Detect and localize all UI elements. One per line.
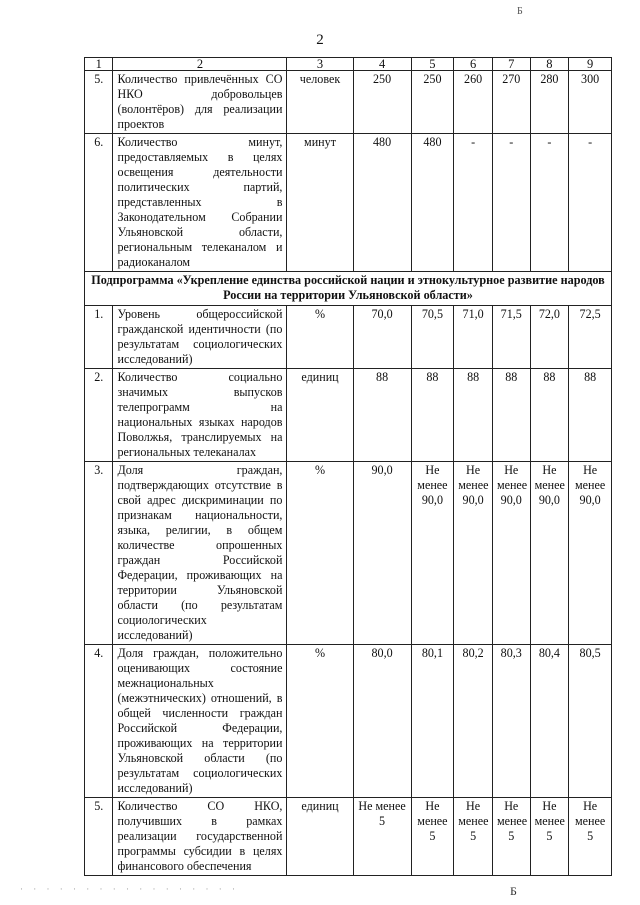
value-cell: 270 [492,71,530,134]
column-number: 3 [287,58,353,71]
value-cell: 300 [569,71,612,134]
value-cell: 71,0 [454,306,493,369]
value-cell: 480 [353,134,411,272]
unit: человек [287,71,353,134]
row-number: 3. [85,462,113,645]
value-cell: 80,5 [569,645,612,798]
row-number: 4. [85,645,113,798]
unit: % [287,462,353,645]
unit: % [287,645,353,798]
row-number: 5. [85,71,113,134]
unit: единиц [287,369,353,462]
value-cell: Не менее 5 [353,798,411,876]
value-cell: - [454,134,493,272]
column-number: 7 [492,58,530,71]
indicator-name: Количество привлечённых СО НКО добровольцев (волонтёров) для реализации проектов [113,71,287,134]
value-cell: 70,0 [353,306,411,369]
value-cell: 250 [411,71,454,134]
value-cell: 88 [530,369,569,462]
value-cell: 80,0 [353,645,411,798]
bottom-mark: Б [510,884,517,898]
column-number: 6 [454,58,493,71]
value-cell: 480 [411,134,454,272]
column-number: 4 [353,58,411,71]
corner-mark: Б [517,6,523,17]
value-cell: 70,5 [411,306,454,369]
indicator-name: Количество СО НКО, получивших в рамках реализации государственной программы субсидии в целях финансового обеспечения [113,798,287,876]
value-cell: Не менее 90,0 [530,462,569,645]
page-number: 2 [316,32,324,48]
column-number: 2 [113,58,287,71]
indicator-name: Количество минут, предоставляемых в целях освещения деятельности политических партий, представленных в Законодательном Собрании Ульяновской области, региональным телеканалом и радиоканалом [113,134,287,272]
subprogram-title: Подпрограмма «Укрепление единства российской нации и этнокультурное развитие народов России на территории Ульяновской области» [85,272,612,306]
row-number: 1. [85,306,113,369]
scan-artifact: · · · · · · · · · · · · · · · · · [20,884,239,894]
value-cell: Не менее 5 [530,798,569,876]
value-cell: 72,0 [530,306,569,369]
table-row [85,462,612,645]
value-cell: 90,0 [353,462,411,645]
column-number: 5 [411,58,454,71]
row-number: 2. [85,369,113,462]
value-cell: Не менее 90,0 [454,462,493,645]
subprogram-header-row [85,272,612,306]
value-cell: 88 [492,369,530,462]
value-cell: 88 [411,369,454,462]
value-cell: - [530,134,569,272]
value-cell: 250 [353,71,411,134]
table-row [85,798,612,876]
value-cell: 260 [454,71,493,134]
column-number: 1 [85,58,113,71]
column-numbers-row [85,58,612,71]
value-cell: 80,3 [492,645,530,798]
value-cell: - [492,134,530,272]
value-cell: 88 [454,369,493,462]
indicators-table [84,57,612,876]
unit: % [287,306,353,369]
value-cell: Не менее 5 [569,798,612,876]
row-number: 6. [85,134,113,272]
value-cell: 80,4 [530,645,569,798]
unit: единиц [287,798,353,876]
table-row [85,645,612,798]
table-row [85,134,612,272]
indicator-name: Уровень общероссийской гражданской идентичности (по результатам социологических исследований) [113,306,287,369]
row-number: 5. [85,798,113,876]
value-cell: Не менее 5 [492,798,530,876]
value-cell: Не менее 90,0 [411,462,454,645]
value-cell: 88 [569,369,612,462]
value-cell: 80,2 [454,645,493,798]
value-cell: 88 [353,369,411,462]
column-number: 9 [569,58,612,71]
value-cell: Не менее 5 [454,798,493,876]
table-row [85,306,612,369]
value-cell: 80,1 [411,645,454,798]
indicator-name: Доля граждан, положительно оценивающих состояние межнациональных (межэтнических) отношений, в общей численности граждан Российской Федерации, проживающих на территории Ульяновской области (по результатам социологических исследований) [113,645,287,798]
value-cell: Не менее 5 [411,798,454,876]
unit: минут [287,134,353,272]
value-cell: 72,5 [569,306,612,369]
value-cell: Не менее 90,0 [492,462,530,645]
value-cell: - [569,134,612,272]
value-cell: 280 [530,71,569,134]
table-row [85,71,612,134]
value-cell: Не менее 90,0 [569,462,612,645]
column-number: 8 [530,58,569,71]
table-row [85,369,612,462]
indicator-name: Количество социально значимых выпусков телепрограмм на национальных языках народов Поволжья, транслируемых на региональных телеканалах [113,369,287,462]
indicator-name: Доля граждан, подтверждающих отсутствие в свой адрес дискриминации по признакам национальности, языка, религии, в общем количестве опрошенных граждан Российской Федерации, проживающих на территории Ульяновской области (по результатам социологических исследований) [113,462,287,645]
value-cell: 71,5 [492,306,530,369]
